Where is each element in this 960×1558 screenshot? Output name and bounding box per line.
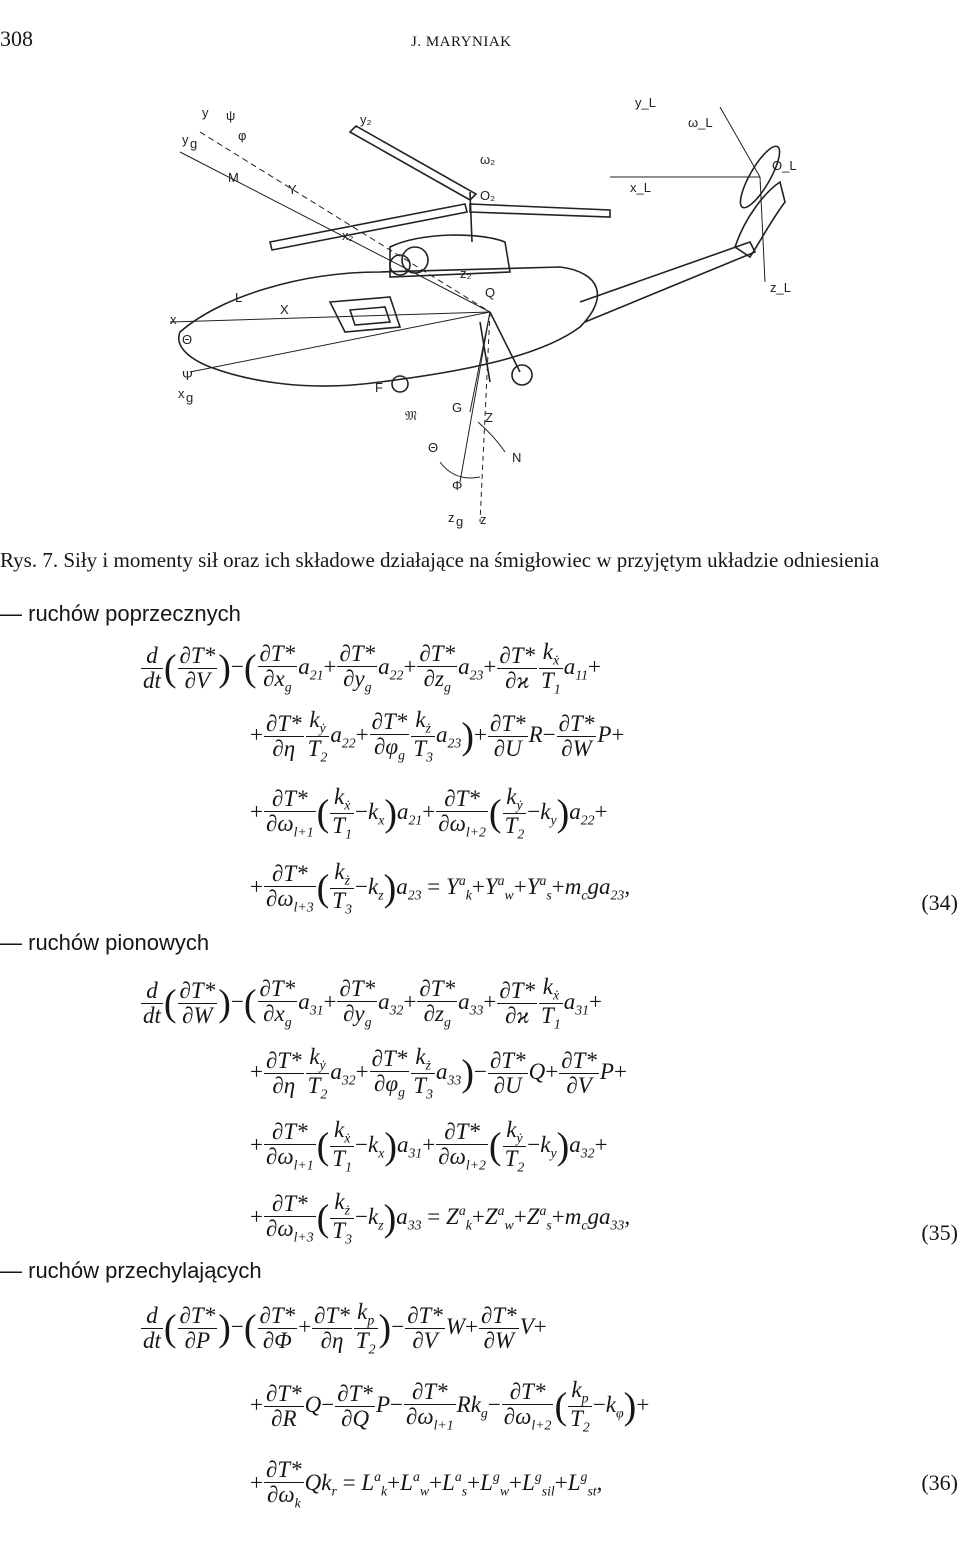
svg-text:ω_L: ω_L: [688, 115, 713, 130]
eq35-line1: $\frac{d}{dt}$ ( $\frac{\partial T*}{\partial W}$ )−( $\frac{\partial T*}{\partial x_g}$ $a_{31}+$ $\frac{\partial T*}{\partial y_g}$ $a_{32}+$ $\frac{\partial T*}{\partial z_g}$ $a_{33}+$ $\frac{\partial T*}{\partial ϰ}$ $\frac{k_ẋ}{T_1}$ $a_{31}+$: [143, 974, 603, 1032]
svg-text:O₂: O₂: [480, 188, 496, 203]
svg-text:𝔐: 𝔐: [405, 408, 417, 423]
tail-boom: [580, 242, 755, 322]
svg-text:x: x: [170, 312, 177, 327]
svg-text:G: G: [452, 400, 463, 415]
eq35-line2: + $\frac{\partial T*}{\partial\eta}$ $\frac{k_ẏ}{T_2}$ $a_{32}+$ $\frac{\partial T*}{\partial\varphi_g}$ $\frac{k_ż}{T_3}$ $a_{33})-$ $\frac{\partial T*}{\partial U}$ Q+ $\frac{\partial T*}{\partial V}$ P+: [250, 1044, 627, 1102]
svg-text:Φ: Φ: [452, 478, 463, 493]
svg-text:M: M: [228, 170, 239, 185]
svg-text:O_L: O_L: [772, 158, 797, 173]
eq34-line1: $\frac{d}{dt}$ ( $\frac{\partial T*}{\partial V}$ )−( $\frac{\partial T*}{\partial x_g}$ $a_{21}+$ $\frac{\partial T*}{\partial y_g}$ $a_{22}+$ $\frac{\partial T*}{\partial z_g}$ $a_{23}+$ $\frac{\partial T*}{\partial ϰ}$ $\frac{k_ẋ}{T_1}$ $a_{11}+$: [143, 639, 602, 697]
page-number: 308: [0, 26, 33, 51]
section-vertical: — ruchów pionowych: [0, 930, 210, 955]
equation-number-36: (36): [921, 1470, 958, 1495]
rotor-blade-2: [270, 204, 467, 250]
svg-text:ψ: ψ: [226, 108, 236, 123]
helicopter-figure: [160, 82, 810, 532]
svg-text:g: g: [190, 136, 198, 151]
eq34-line4: + $\frac{\partial T*}{\partial\omega_{l+3}}$ ( $\frac{k_ż}{T_3}$ $-k_z)a_{23} = Y^a_k+Y^a_w+Y^a_s+m_cga_{23}$,: [250, 859, 631, 917]
rotor-blade-3: [470, 204, 610, 217]
svg-text:F: F: [375, 380, 383, 395]
svg-text:z: z: [480, 512, 487, 527]
svg-text:z: z: [448, 510, 455, 525]
svg-text:z₂: z₂: [460, 266, 472, 281]
eq35-line4: + $\frac{\partial T*}{\partial\omega_{l+3}}$ ( $\frac{k_ż}{T_3}$ $-k_z)a_{33} = Z^a_k+Z^a_w+Z^a_s+m_cga_{33}$,: [250, 1189, 631, 1247]
svg-text:y: y: [202, 105, 209, 120]
rotor-blade-1: [350, 126, 476, 200]
eq35-line3: + $\frac{\partial T*}{\partial\omega_{l+1}}$ ( $\frac{k_ẋ}{T_1}$ $-k_x)a_{31}+$ $\frac{\partial T*}{\partial\omega_{l+2}}$ ( $\frac{k_ẏ}{T_2}$ $-k_y)a_{32}+$: [250, 1117, 608, 1175]
svg-text:Z: Z: [485, 410, 493, 425]
svg-text:y₂: y₂: [360, 112, 372, 127]
svg-text:y: y: [182, 132, 189, 147]
svg-text:z_L: z_L: [770, 280, 791, 295]
eq34-line2: + $\frac{\partial T*}{\partial\eta}$ $\frac{k_ẏ}{T_2}$ $a_{22}+$ $\frac{\partial T*}{\partial\varphi_g}$ $\frac{k_ż}{T_3}$ $a_{23})+$ $\frac{\partial T*}{\partial U}$ R− $\frac{\partial T*}{\partial W}$ P+: [250, 707, 625, 765]
svg-text:x: x: [178, 386, 185, 401]
svg-text:ω₂: ω₂: [480, 152, 496, 167]
equation-number-35: (35): [921, 1220, 958, 1245]
svg-text:Q: Q: [485, 285, 496, 300]
svg-text:N: N: [512, 450, 522, 465]
section-roll: — ruchów przechylających: [0, 1258, 262, 1283]
svg-text:L: L: [235, 290, 243, 305]
figure-caption: Rys. 7. Siły i momenty sił oraz ich składowe działające na śmigłowiec w przyjętym układzie odniesienia: [0, 548, 880, 572]
svg-text:Θ: Θ: [182, 332, 193, 347]
author-name: J. MARYNIAK: [411, 34, 512, 50]
svg-text:Y: Y: [288, 182, 297, 197]
svg-text:Ψ: Ψ: [182, 368, 193, 383]
svg-text:φ: φ: [238, 128, 247, 143]
eq36-line3: + $\frac{\partial T*}{\partial\omega_k}$ $Qk_r = L^a_k+L^a_w+L^a_s+L^g_w+L^g_{sil}+L^g_{st}$,: [250, 1457, 603, 1511]
svg-text:y_L: y_L: [635, 95, 656, 110]
section-transverse: — ruchów poprzecznych: [0, 601, 241, 626]
running-head-author: [411, 26, 512, 52]
svg-text:x_L: x_L: [630, 180, 651, 195]
equation-number-34: (34): [921, 890, 958, 915]
svg-text:g: g: [456, 514, 464, 529]
svg-text:g: g: [186, 390, 194, 405]
eq34-line3: + $\frac{\partial T*}{\partial\omega_{l+1}}$ ( $\frac{k_ẋ}{T_1}$ $-k_x)a_{21}+$ $\frac{\partial T*}{\partial\omega_{l+2}}$ ( $\frac{k_ẏ}{T_2}$ $-k_y)a_{22}+$: [250, 784, 608, 842]
landing-gear: [480, 312, 520, 382]
svg-text:Θ: Θ: [428, 440, 439, 455]
cockpit-window: [330, 297, 400, 332]
svg-text:X: X: [280, 302, 289, 317]
svg-text:x₂: x₂: [342, 228, 354, 243]
fuselage-outline: [179, 267, 598, 386]
eq36-line2: + $\frac{\partial T*}{\partial R}$ Q− $\frac{\partial T*}{\partial Q}$ P− $\frac{\partial T*}{\partial\omega_{l+1}}$ $Rk_g-$ $\frac{\partial T*}{\partial\omega_{l+2}}$ ( $\frac{k_p}{T_2}$ $-k_\varphi)+$: [250, 1377, 650, 1435]
eq36-line1: $\frac{d}{dt}$ ( $\frac{\partial T*}{\partial P}$ )−( $\frac{\partial T*}{\partial\Phi}$ + $\frac{\partial T*}{\partial\eta}$ $\frac{k_p}{T_2}$ )− $\frac{\partial T*}{\partial V}$ W+ $\frac{\partial T*}{\partial W}$ V+: [143, 1299, 547, 1357]
